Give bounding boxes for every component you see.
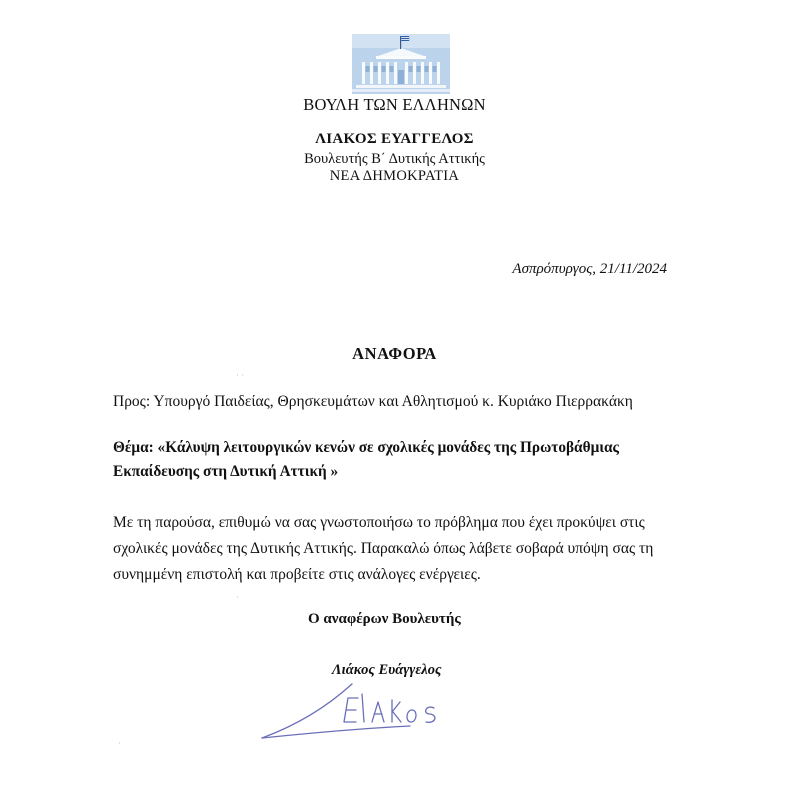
scan-speck: · · (236, 370, 245, 380)
institution-name: ΒΟΥΛΗ ΤΩΝ ΕΛΛΗΝΩΝ (303, 95, 486, 114)
party-name: ΝΕΑ ΔΗΜΟΚΡΑΤΙΑ (329, 168, 460, 184)
mp-role: Βουλευτής Β΄ Δυτικής Αττικής (304, 151, 485, 167)
closing-line: Ο αναφέρων Βουλευτής (308, 611, 461, 627)
recipient-line: Προς: Υπουργό Παιδείας, Θρησκευμάτων και Αθλητισμού κ. Κυριάκο Πιερρακάκη (113, 393, 633, 410)
date-line: Ασπρόπυργος, 21/11/2024 (512, 261, 667, 277)
parliament-building-logo-icon (348, 32, 454, 96)
mp-name: ΛΙΑΚΟΣ ΕΥΑΓΓΕΛΟΣ (315, 131, 474, 147)
document-title: ΑΝΑΦΟΡΑ (352, 344, 437, 363)
scan-speck: · (118, 738, 121, 748)
body-paragraph: Με τη παρούσα, επιθυμώ να σας γνωστοποιήσω το πρόβλημα που έχει προκύψει στις σχολικές μονάδες της Δυτικής Αττικής. Παρακαλώ όπως λάβετε σοβαρά υπόψη σας τη συνημμένη επιστολή και προβείτε στις ανάλογες ενέργειες. (113, 514, 654, 583)
handwritten-signature (260, 676, 460, 746)
scan-speck: · (236, 592, 239, 602)
signatory-name: Λιάκος Ευάγγελος (332, 662, 442, 678)
subject-line: Θέμα: «Κάλυψη λειτουργικών κενών σε σχολικές μονάδες της Πρωτοβάθμιας Εκπαίδευσης στη Δυτική Αττική » (113, 439, 619, 480)
